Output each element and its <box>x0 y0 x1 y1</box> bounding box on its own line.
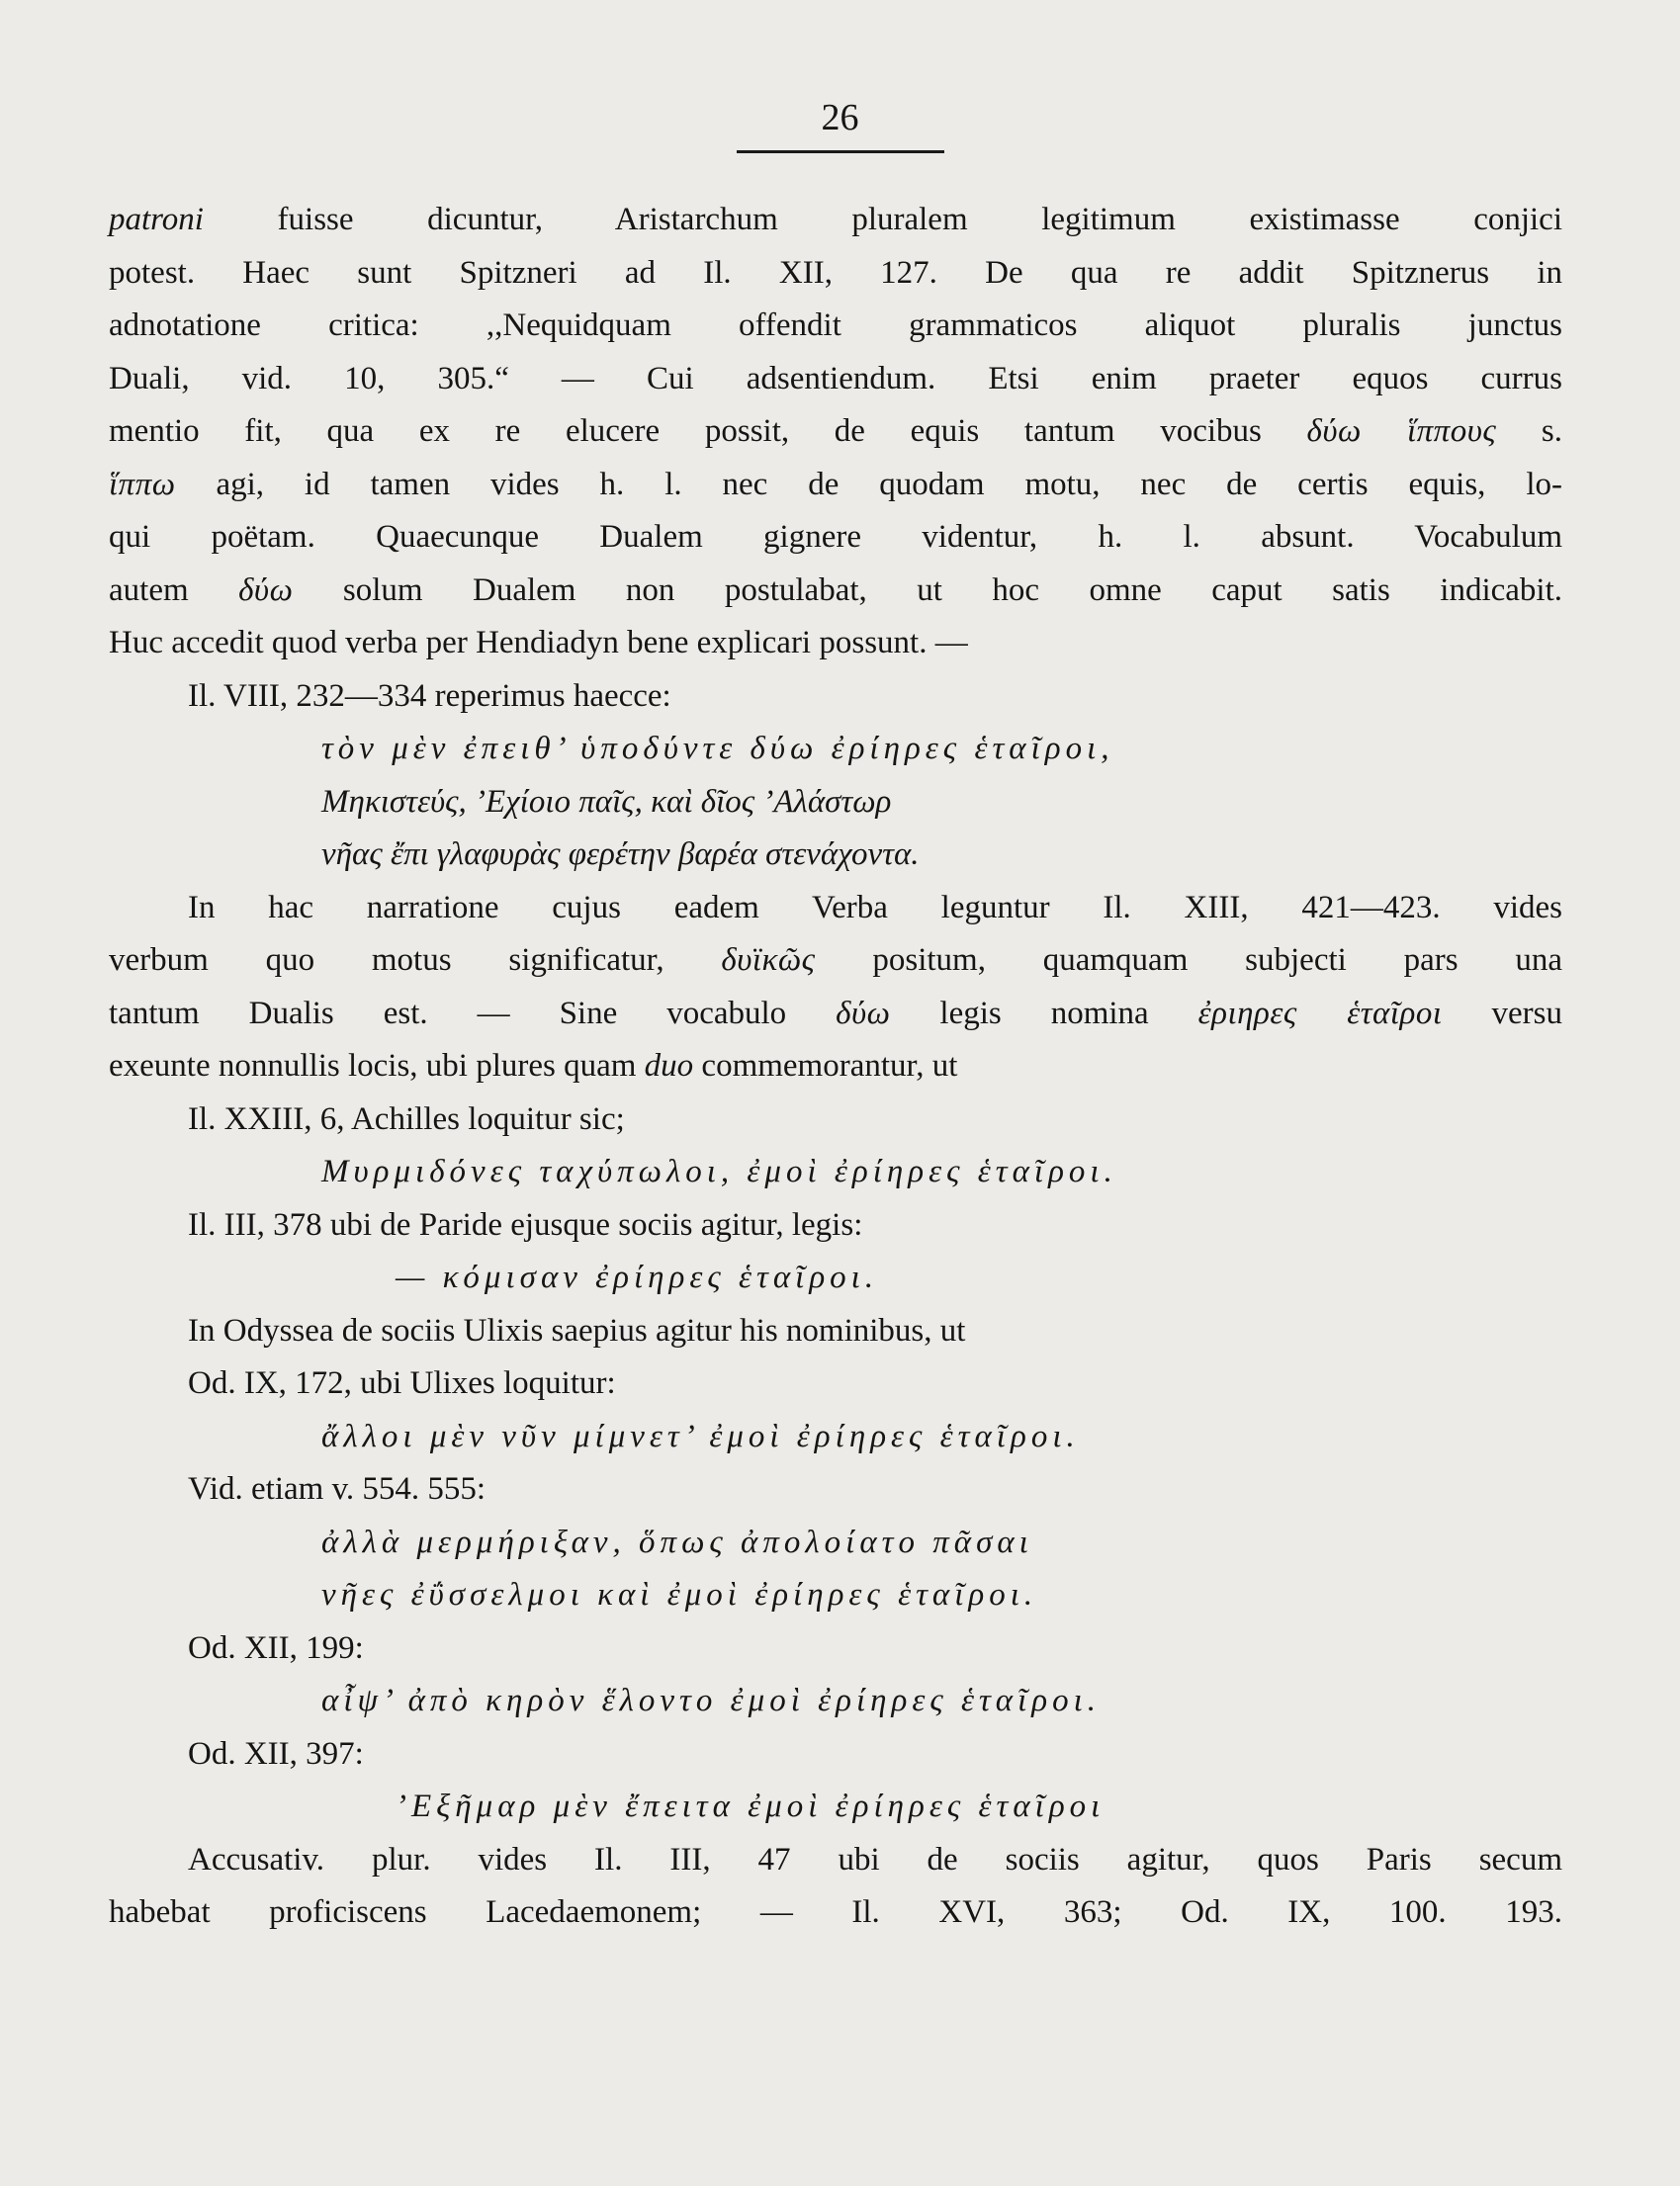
text-line: adnotatione critica: ,,Nequidquam offendit grammaticos aliquot pluralis junctus <box>109 307 1562 343</box>
text-line: patroni fuisse dicuntur, Aristarchum pluralem legitimum existimasse conjici <box>109 202 1562 237</box>
text-line: mentio fit, qua ex re elucere possit, de equis tantum vocibus δύω ἵππους s. <box>109 413 1562 449</box>
greek-verse: Μηκιστεύς, ’Εχίοιο παῖς, καὶ δῖος ’Αλάστωρ <box>321 783 892 820</box>
citation-line: Od. XII, 397: <box>188 1735 364 1772</box>
text-line: autem δύω solum Dualem non postulabat, ut hoc omne caput satis indicabit. <box>109 571 1562 608</box>
citation-line: Il. VIII, 232—334 reperimus haecce: <box>188 677 671 714</box>
citation-line: Vid. etiam v. 554. 555: <box>188 1471 486 1507</box>
text-line: potest. Haec sunt Spitzneri ad Il. XII, 127. De qua re addit Spitznerus in <box>109 254 1562 291</box>
citation-line: Il. III, 378 ubi de Paride ejusque sociis agitur, legis: <box>188 1206 863 1243</box>
greek-verse: ἀλλὰ μερμήριξαν, ὅπως ἀπολοίατο πᾶσαι <box>321 1524 1033 1560</box>
text-line: qui poëtam. Quaecunque Dualem gignere videntur, h. l. absunt. Vocabulum <box>109 519 1562 555</box>
text-line: In hac narratione cujus eadem Verba leguntur Il. XIII, 421—423. vides <box>188 889 1562 925</box>
text-line: Huc accedit quod verba per Hendiadyn bene explicari possunt. — <box>109 625 968 660</box>
greek-verse: ἄλλοι μὲν νῦν μίμνετ’ ἐμοὶ ἐρίηρες ἑταῖροι. <box>321 1418 1080 1454</box>
text-line: ἵππω agi, id tamen vides h. l. nec de quodam motu, nec de certis equis, lo- <box>109 466 1562 502</box>
greek-verse: — κόμισαν ἐρίηρες ἑταῖροι. <box>396 1260 879 1295</box>
greek-verse: νῆας ἔπι γλαφυρὰς φερέτην βαρέα στενάχοντα. <box>321 836 920 872</box>
header-rule <box>737 150 944 153</box>
text-line: Accusativ. plur. vides Il. III, 47 ubi de sociis agitur, quos Paris secum <box>188 1841 1562 1878</box>
text-line: tantum Dualis est. — Sine vocabulo δύω legis nomina ἐριηρες ἑταῖροι versu <box>109 995 1563 1031</box>
text-line: verbum quo motus significatur, δυϊκῶς positum, quamquam subjecti pars una <box>109 942 1563 978</box>
text-line: habebat proficiscens Lacedaemonem; — Il. XVI, 363; Od. IX, 100. 193. <box>109 1894 1562 1930</box>
text-line: exeunte nonnullis locis, ubi plures quam duo commemorantur, ut <box>109 1048 958 1084</box>
citation-line: Od. IX, 172, ubi Ulixes loquitur: <box>188 1365 616 1401</box>
body-text <box>109 194 1562 1940</box>
text-line: Duali, vid. 10, 305.“ — Cui adsentiendum. Etsi enim praeter equos currus <box>109 360 1562 396</box>
greek-verse: τὸν μὲν ἐπειθ’ ὑποδύντε δύω ἐρίηρες ἑταῖροι, <box>321 731 1114 766</box>
text-line: In Odyssea de sociis Ulixis saepius agitur his nominibus, ut <box>188 1312 966 1349</box>
greek-verse: νῆες ἐΰσσελμοι καὶ ἐμοὶ ἐρίηρες ἑταῖροι. <box>321 1577 1038 1613</box>
citation-line: Il. XXIII, 6, Achilles loquitur sic; <box>188 1100 625 1137</box>
page-number: 26 <box>821 97 859 138</box>
citation-line: Od. XII, 199: <box>188 1629 364 1666</box>
greek-verse: αἶψ’ ἀπὸ κηρὸν ἕλοντο ἐμοὶ ἐρίηρες ἑταῖροι. <box>321 1683 1102 1718</box>
greek-verse: Μυρμιδόνες ταχύπωλοι, ἐμοὶ ἐρίηρες ἑταῖροι. <box>321 1154 1117 1189</box>
greek-verse: ’Εξῆμαρ μὲν ἔπειτα ἐμοὶ ἐρίηρες ἑταῖροι <box>396 1789 1105 1824</box>
